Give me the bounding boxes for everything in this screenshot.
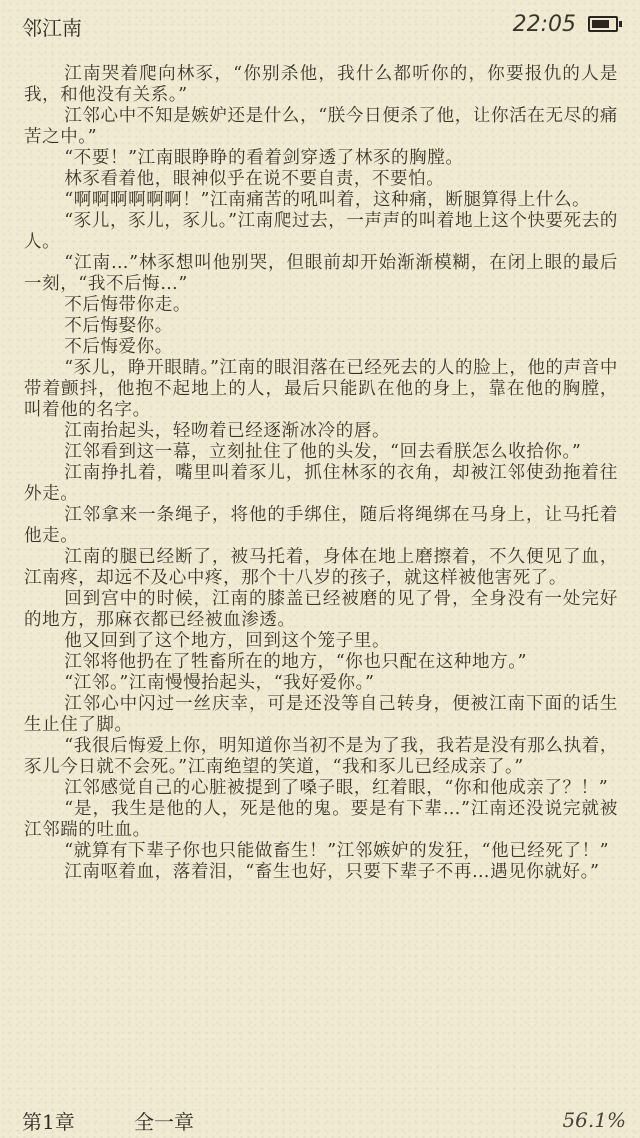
paragraph: 江邻将他扔在了牲畜所在的地方，“你也只配在这种地方。” (64, 652, 528, 672)
paragraph: 江南挣扎着，嘴里叫着豕儿，抓住林豕的衣角，却被江邻使劲拖着往外走。 (24, 463, 618, 504)
chapter-name[interactable]: 全一章 (134, 1110, 194, 1134)
paragraph: 不后悔娶你。 (64, 316, 173, 336)
paragraph: 不后悔爱你。 (64, 337, 173, 357)
status-bar (0, 0, 640, 52)
paragraph: 回到宫中的时候，江南的膝盖已经被磨的见了骨，全身没有一处完好的地方，那麻衣都已经被血渗透。 (24, 589, 618, 630)
paragraph: 林豕看着他，眼神似乎在说不要自责，不要怕。 (64, 169, 445, 189)
battery-icon (588, 16, 618, 32)
reading-content[interactable] (24, 64, 618, 1074)
paragraph: “豕儿，睁开眼睛。”江南的眼泪落在已经死去的人的脸上，他的声音中带着颤抖，他抱不起地上的人，最后只能趴在他的身上，靠在他的胸膛，叫着他的名字。 (24, 358, 618, 420)
paragraph: 江南抬起头，轻吻着已经逐渐冰冷的唇。 (64, 421, 391, 441)
paragraph: “我很后悔爱上你，明知道你当初不是为了我，我若是没有那么执着，豕儿今日就不会死。”江南绝望的笑道，“我和豕儿已经成亲了。” (24, 736, 618, 777)
paragraph: 江邻心中闪过一丝庆幸，可是还没等自己转身，便被江南下面的话生生止住了脚。 (24, 694, 618, 735)
chapter-label[interactable]: 第1章 (22, 1110, 75, 1134)
paragraph: 江邻感觉自己的心脏被提到了嗓子眼，红着眼，“你和他成亲了？！” (64, 778, 609, 798)
footer (0, 1100, 640, 1138)
paragraph: 江南呕着血，落着泪，“畜生也好，只要下辈子不再…遇见你就好。” (64, 862, 600, 882)
paragraph: “就算有下辈子你也只能做畜生！”江邻嫉妒的发狂，“他已经死了！” (64, 841, 610, 861)
paragraph: 不后悔带你走。 (64, 295, 191, 315)
reading-progress: 56.1% (562, 1108, 626, 1132)
paragraph: “是，我生是他的人，死是他的鬼。要是有下辈…”江南还没说完就被江邻踹的吐血。 (24, 799, 618, 840)
paragraph: 江南的腿已经断了，被马托着，身体在地上磨擦着，不久便见了血，江南疼，却远不及心中疼，那个十八岁的孩子，就这样被他害死了。 (24, 547, 618, 588)
paragraph: 他又回到了这个地方，回到这个笼子里。 (64, 631, 391, 651)
paragraph: “不要！”江南眼睁睁的看着剑穿透了林豕的胸膛。 (64, 148, 464, 168)
paragraph: 江邻看到这一幕，立刻扯住了他的头发，“回去看朕怎么收拾你。” (64, 442, 582, 462)
paragraph: 江邻拿来一条绳子，将他的手绑住，随后将绳绑在马身上，让马托着他走。 (24, 505, 618, 546)
clock: 22:05 (512, 12, 576, 37)
paragraph: 江邻心中不知是嫉妒还是什么，“朕今日便杀了他，让你活在无尽的痛苦之中。” (24, 106, 618, 147)
paragraph: “啊啊啊啊啊啊！”江南痛苦的吼叫着，这种痛，断腿算得上什么。 (64, 190, 591, 210)
book-title: 邻江南 (22, 16, 82, 40)
battery-level (592, 20, 609, 28)
paragraph: “江邻。”江南慢慢抬起头，“我好爱你。” (64, 673, 375, 693)
paragraph: 江南哭着爬向林豕，“你别杀他，我什么都听你的，你要报仇的人是我，和他没有关系。” (24, 64, 618, 105)
paragraph: “豕儿，豕儿，豕儿。”江南爬过去，一声声的叫着地上这个快要死去的人。 (24, 211, 618, 252)
paragraph: “江南…”林豕想叫他别哭，但眼前却开始渐渐模糊，在闭上眼的最后一刻，“我不后悔…” (24, 253, 618, 294)
